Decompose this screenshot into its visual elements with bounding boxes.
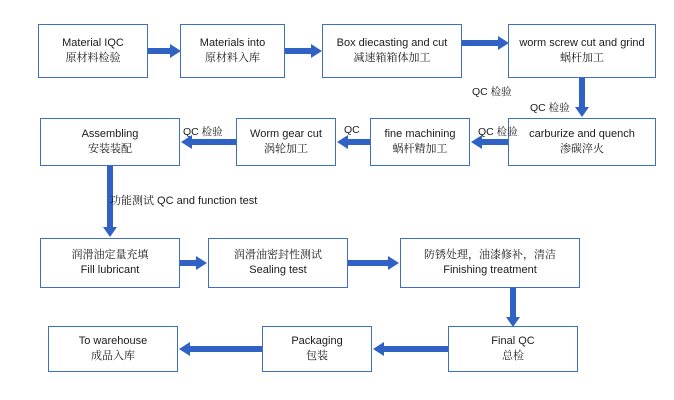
node-label-primary: Final QC — [491, 335, 535, 347]
node-packaging[interactable] — [262, 326, 372, 372]
node-label-secondary: 原材料检验 — [65, 52, 121, 64]
edge-label-qc-5: QC 检验 — [183, 126, 223, 138]
node-worm-gear-cut[interactable] — [236, 118, 336, 166]
node-material-iqc[interactable] — [38, 24, 148, 78]
node-assembling[interactable] — [40, 118, 180, 166]
node-finishing-treatment[interactable] — [400, 238, 580, 288]
arrow-packaging-to-to-warehouse — [178, 342, 262, 356]
edge-label-qc-4: QC — [344, 124, 360, 136]
node-sealing-test[interactable] — [208, 238, 348, 288]
node-label-secondary: 安装装配 — [88, 143, 132, 155]
node-label-secondary: Finishing treatment — [443, 264, 537, 276]
arrow-materials-into-to-box-diecasting — [285, 44, 323, 58]
node-label-primary: 防锈处理，油漆修补，清洁 — [424, 249, 556, 261]
node-label-secondary: 渗碳淬火 — [560, 143, 604, 155]
node-label-primary: Material IQC — [62, 37, 124, 49]
arrow-worm-screw-cut-to-carburize-quench — [575, 78, 589, 118]
arrow-finishing-treatment-to-final-qc — [506, 288, 520, 328]
node-materials-into[interactable] — [180, 24, 285, 78]
node-final-qc[interactable] — [448, 326, 578, 372]
node-to-warehouse[interactable] — [48, 326, 178, 372]
node-carburize-quench[interactable] — [508, 118, 656, 166]
node-label-primary: 润滑油密封性测试 — [234, 249, 322, 261]
node-label-primary: Box diecasting and cut — [336, 37, 448, 49]
arrow-final-qc-to-packaging — [372, 342, 448, 356]
edge-label-qc-2: QC 检验 — [530, 102, 570, 114]
node-box-diecasting[interactable] — [322, 24, 462, 78]
node-label-primary: To warehouse — [78, 335, 148, 347]
node-label-secondary: 涡轮加工 — [264, 143, 308, 155]
arrow-box-diecasting-to-worm-screw-cut — [462, 36, 510, 50]
node-worm-screw-cut[interactable] — [508, 24, 656, 78]
arrow-fine-machining-to-worm-gear-cut — [336, 135, 370, 149]
node-label-primary: fine machining — [384, 128, 456, 140]
edge-label-function-test: 功能测试 QC and function test — [110, 195, 258, 207]
edge-label-qc-3: QC 检验 — [478, 126, 518, 138]
node-label-primary: Materials into — [199, 37, 266, 49]
node-label-secondary: 减速箱箱体加工 — [353, 52, 431, 64]
node-label-primary: Packaging — [291, 335, 343, 347]
node-label-primary: Worm gear cut — [250, 128, 322, 140]
arrow-sealing-test-to-finishing-treatment — [348, 256, 400, 270]
node-label-secondary: 蜗杆精加工 — [392, 143, 448, 155]
node-label-primary: Assembling — [81, 128, 139, 140]
node-label-secondary: Fill lubricant — [80, 264, 140, 276]
node-label-secondary: 总检 — [502, 350, 524, 362]
node-label-secondary: 包装 — [306, 350, 328, 362]
node-label-primary: worm screw cut and grind — [519, 37, 645, 49]
node-label-secondary: 蜗杆加工 — [560, 52, 604, 64]
node-label-secondary: Sealing test — [249, 264, 307, 276]
arrow-fill-lubricant-to-sealing-test — [180, 256, 208, 270]
edge-label-qc-1: QC 检验 — [472, 86, 512, 98]
node-fill-lubricant[interactable] — [40, 238, 180, 288]
arrow-material-iqc-to-materials-into — [148, 44, 182, 58]
node-label-primary: carburize and quench — [529, 128, 635, 140]
node-label-secondary: 原材料入库 — [205, 52, 260, 64]
node-label-primary: 润滑油定量充填 — [71, 249, 149, 261]
node-label-secondary: 成品入库 — [91, 350, 135, 362]
node-fine-machining[interactable] — [370, 118, 470, 166]
